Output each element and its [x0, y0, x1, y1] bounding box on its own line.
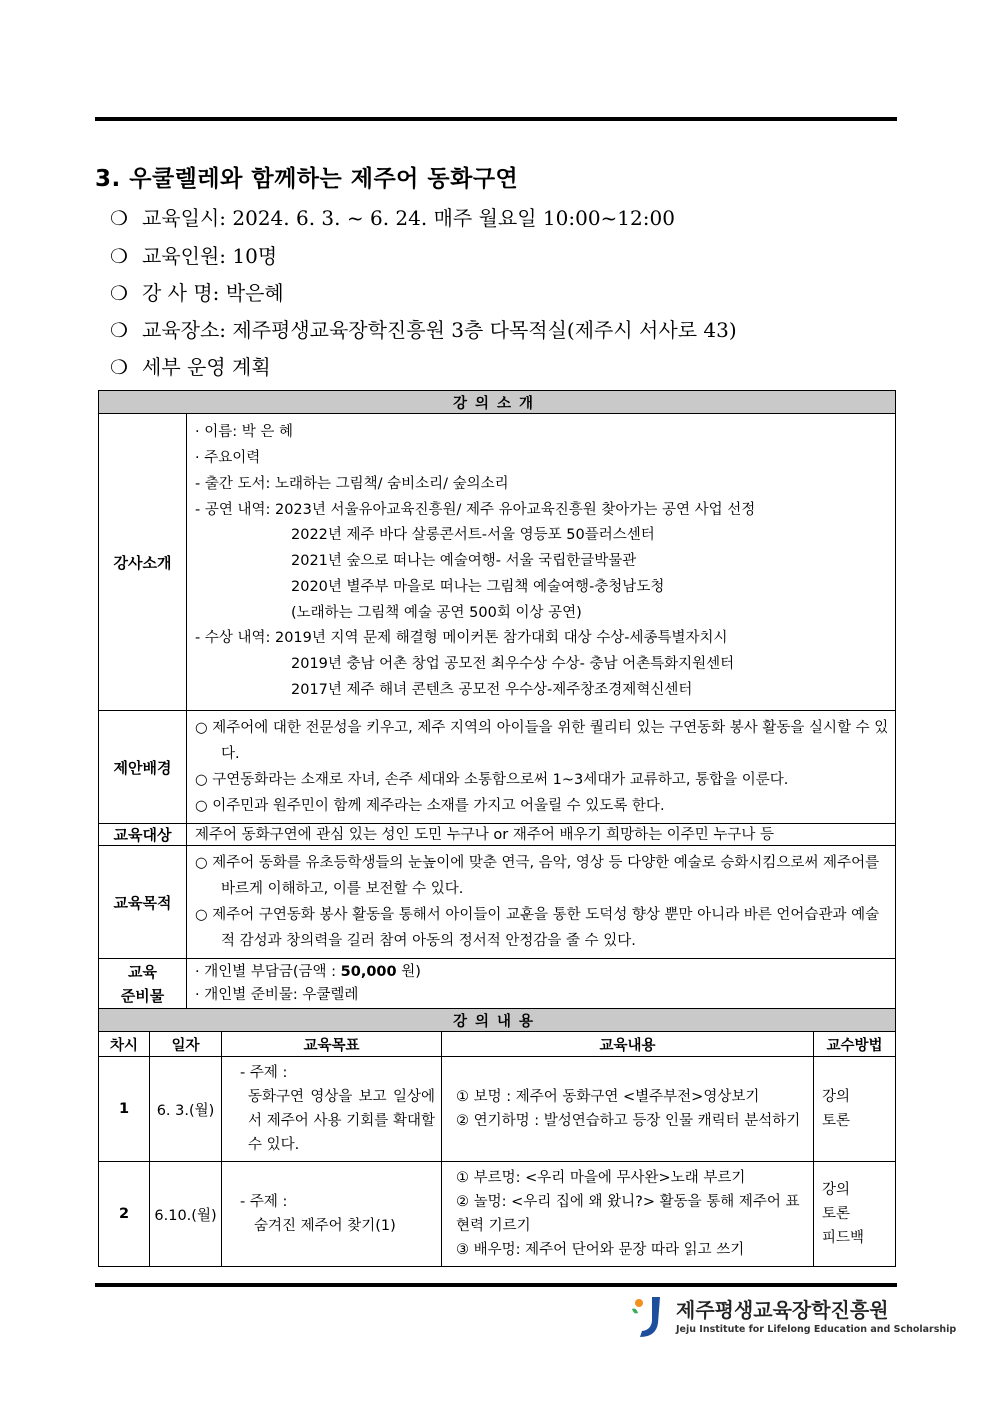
goal-topic-label: - 주제 :	[240, 1065, 288, 1081]
prep-fee-suffix: 원)	[396, 963, 421, 980]
session-date: 6. 3.(월)	[150, 1057, 222, 1162]
goal-topic-label: - 주제 :	[240, 1194, 288, 1210]
session-goal	[222, 1162, 442, 1267]
instructor-line: 2021년 숲으로 떠나는 예술여행- 서울 국립한글박물관	[291, 553, 637, 570]
prep-fee-amount: 50,000	[340, 963, 397, 980]
info-text: 교육일시: 2024. 6. 3. ~ 6. 24. 매주 월요일 10:00~12:00	[142, 206, 675, 230]
content-item: ③ 배우멍: 제주어 단어와 문장 따라 읽고 쓰기	[456, 1242, 745, 1258]
info-capacity	[110, 240, 277, 269]
table-row	[99, 1162, 896, 1267]
goal-item: ○ 제주어 동화를 유초등학생들의 눈높이에 맞춘 연극, 음악, 영상 등 다양한 예술로 승화시킴으로써 제주어를 바르게 이해하고, 이를 보전할 수 있다.	[195, 855, 880, 897]
goal-topic-text: 동화구연 영상을 보고 일상에서 제주어 사용 기회를 확대할 수 있다.	[248, 1089, 435, 1153]
table-row	[99, 1057, 896, 1162]
background-item: ○ 제주어에 대한 전문성을 키우고, 제주 지역의 아이들을 위한 퀄리티 있는 구연동화 봉사 활동을 실시할 수 있다.	[195, 720, 889, 762]
method-item: 강의	[822, 1089, 851, 1105]
prep-items: · 개인별 준비물: 우쿨렐레	[195, 986, 359, 1003]
info-location	[110, 314, 737, 343]
background-label: 제안배경	[99, 711, 187, 824]
prep-label	[99, 959, 187, 1009]
background-item: ○ 구연동화라는 소재로 자녀, 손주 세대와 소통함으로써 1~3세대가 교류하고, 통합을 이룬다.	[195, 772, 789, 788]
info-text: 교육장소: 제주평생교육장학진흥원 3층 다목적실(제주시 서사로 43)	[142, 318, 737, 342]
content-item: ① 부르멍: <우리 마을에 무사완>노래 부르기	[456, 1170, 746, 1186]
circle-bullet: ❍	[110, 281, 128, 305]
bottom-rule	[95, 1283, 897, 1287]
goal-label: 교육목적	[99, 846, 187, 959]
instructor-line: 2020년 별주부 마을로 떠나는 그림책 예술여행-충청남도청	[291, 578, 665, 595]
info-text: 강 사 명: 박은혜	[142, 281, 284, 305]
info-schedule	[110, 202, 675, 231]
intro-header: 강의소개	[99, 391, 896, 414]
session-content	[442, 1057, 814, 1162]
background-details	[187, 711, 896, 824]
footer-org-name: 제주평생교육장학진흥원	[676, 1298, 889, 1322]
info-text: 세부 운영 계획	[142, 355, 271, 379]
method-item: 피드백	[822, 1230, 865, 1246]
circle-bullet: ❍	[110, 318, 128, 342]
goal-item: ○ 제주어 구연동화 봉사 활동을 통해서 아이들이 교훈을 통한 도덕성 향상 뿐만 아니라 바른 언어습관과 예술적 감성과 창의력을 길러 참여 아동의 정서적 안정감을 줄 수 있다.	[195, 907, 880, 949]
goal-topic-text: 숨겨진 제주어 찾기(1)	[254, 1218, 396, 1234]
instructor-line: - 수상 내역: 2019년 지역 문제 해결형 메이커톤 참가대회 대상 수상-세종특별자치시	[195, 630, 728, 647]
target-text: 제주어 동화구연에 관심 있는 성인 도민 누구나 or 재주어 배우기 희망하는 이주민 누구나 등	[187, 824, 896, 846]
content-item: ② 놀멍: <우리 집에 왜 왔니?> 활동을 통해 제주어 표현력 기르기	[456, 1194, 800, 1234]
col-goal: 교육목표	[222, 1032, 442, 1057]
info-instructor	[110, 277, 284, 306]
col-session: 차시	[99, 1032, 150, 1057]
content-item: ② 연기하멍 : 발성연습하고 등장 인물 캐릭터 분석하기	[456, 1113, 801, 1129]
section-title: 3. 우쿨렐레와 함께하는 제주어 동화구연	[95, 166, 519, 192]
method-item: 토론	[822, 1113, 851, 1129]
col-date: 일자	[150, 1032, 222, 1057]
instructor-label: 강사소개	[99, 414, 187, 711]
info-text: 교육인원: 10명	[142, 244, 278, 268]
circle-bullet: ❍	[110, 206, 128, 230]
circle-bullet: ❍	[110, 244, 128, 268]
circle-bullet: ❍	[110, 355, 128, 379]
instructor-line: - 출간 도서: 노래하는 그림책/ 숨비소리/ 숲의소리	[195, 475, 509, 492]
footer-org-name-en: Jeju Institute for Lifelong Education and Scholarship	[676, 1324, 957, 1335]
instructor-details	[187, 414, 896, 711]
content-header: 강의내용	[99, 1009, 896, 1032]
session-method	[814, 1162, 896, 1267]
prep-label-line: 준비물	[120, 986, 165, 1005]
col-method: 교수방법	[814, 1032, 896, 1057]
session-number: 2	[99, 1162, 150, 1267]
goal-details	[187, 846, 896, 959]
background-item: ○ 이주민과 원주민이 함께 제주라는 소재를 가지고 어울릴 수 있도록 한다.	[195, 798, 665, 814]
instructor-line: · 주요이력	[195, 449, 261, 466]
instructor-line: (노래하는 그림책 예술 공연 500회 이상 공연)	[291, 604, 582, 621]
col-content: 교육내용	[442, 1032, 814, 1057]
content-item: ① 보멍 : 제주어 동화구연 <별주부전>영상보기	[456, 1089, 760, 1105]
instructor-line: 2019년 충남 어촌 창업 공모전 최우수상 수상- 충남 어촌특화지원센터	[291, 656, 735, 673]
session-number: 1	[99, 1057, 150, 1162]
plan-table	[98, 390, 896, 1267]
session-date: 6.10.(월)	[150, 1162, 222, 1267]
instructor-line: 2022년 제주 바다 살롱콘서트-서울 영등포 50플러스센터	[291, 527, 655, 544]
session-content	[442, 1162, 814, 1267]
prep-details	[187, 959, 896, 1009]
method-item: 강의	[822, 1182, 851, 1198]
method-item: 토론	[822, 1206, 851, 1222]
prep-fee-prefix: · 개인별 부담금(금액 :	[195, 963, 341, 980]
target-label: 교육대상	[99, 824, 187, 846]
institute-logo-icon	[626, 1293, 676, 1341]
instructor-line: 2017년 제주 해녀 콘텐츠 공모전 우수상-제주창조경제혁신센터	[291, 682, 693, 699]
session-goal	[222, 1057, 442, 1162]
info-plan	[110, 351, 271, 380]
top-rule	[95, 117, 897, 121]
instructor-line: · 이름: 박 은 혜	[195, 424, 293, 441]
prep-label-line: 교육	[128, 962, 157, 981]
instructor-line: - 공연 내역: 2023년 서울유아교육진흥원/ 제주 유아교육진흥원 찾아가는 공연 사업 선정	[195, 501, 756, 518]
session-method	[814, 1057, 896, 1162]
prep-fee	[195, 961, 889, 984]
